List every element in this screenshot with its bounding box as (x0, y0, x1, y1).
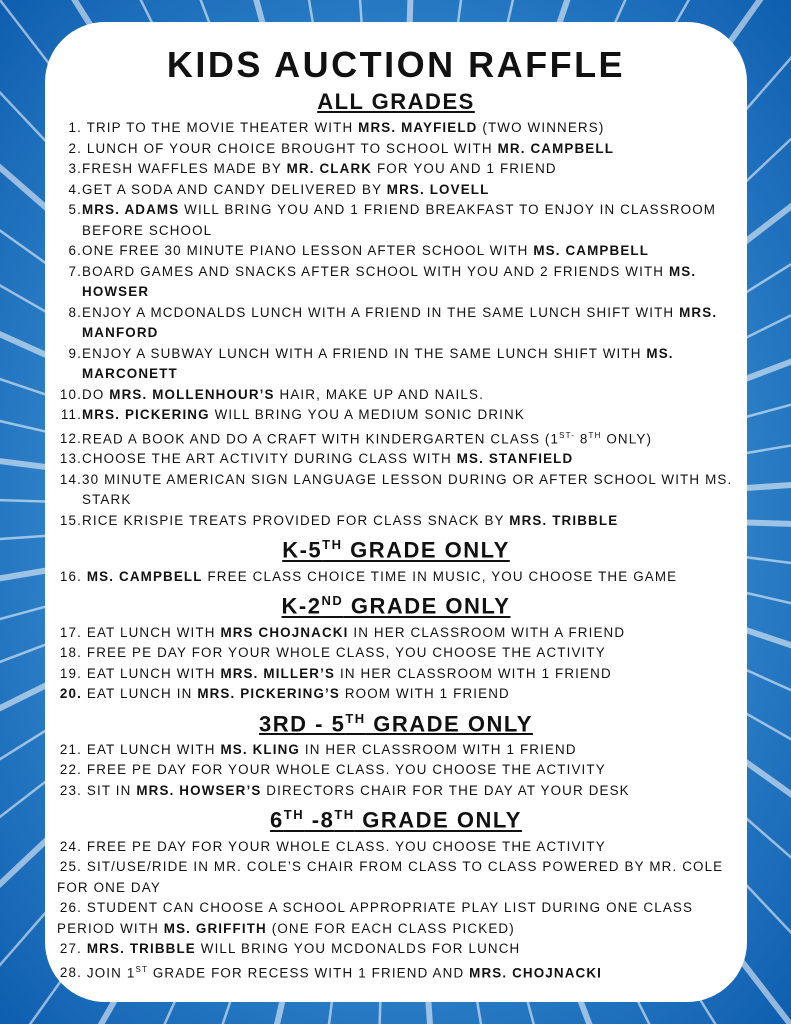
list-item: 15.RICE KRISPIE TREATS PROVIDED FOR CLASS SNACK BY MRS. TRIBBLE (59, 512, 619, 528)
section-k5: K-5TH GRADE ONLY (282, 537, 510, 563)
list-item: 13.CHOOSE THE ART ACTIVITY DURING CLASS WITH MS. STANFIELD (59, 451, 574, 467)
section-6th-8th: 6TH -8TH GRADE ONLY (270, 807, 522, 833)
list-item: 3.FRESH WAFFLES MADE BY MR. CLARK FOR YOU AND 1 FRIEND (68, 161, 557, 176)
list-all-grades (57, 118, 735, 531)
section-k2: K-2ND GRADE ONLY (281, 593, 511, 619)
list-item: 21. EAT LUNCH WITH MS. KLING IN HER CLASSROOM WITH 1 FRIEND (59, 741, 577, 757)
list-item: 22. FREE PE DAY FOR YOUR WHOLE CLASS. YOU CHOOSE THE ACTIVITY (59, 762, 606, 778)
list-item: 24. FREE PE DAY FOR YOUR WHOLE CLASS. YOU CHOOSE THE ACTIVITY (59, 838, 606, 854)
list-item: 9.ENJOY A SUBWAY LUNCH WITH A FRIEND IN THE SAME LUNCH SHIFT WITH MS. MARCONETT (68, 345, 674, 381)
list-item: 28. JOIN 1ST GRADE FOR RECESS WITH 1 FRIEND AND MRS. CHOJNACKI (59, 964, 603, 981)
list-item: 20. EAT LUNCH IN MRS. PICKERING’S ROOM WITH 1 FRIEND (59, 686, 510, 702)
list-item: 12.READ A BOOK AND DO A CRAFT WITH KINDERGARTEN CLASS ($1^{ST-}$ 8TH ONLY) (59, 430, 653, 446)
list-item: 23. SIT IN MRS. HOWSER’S DIRECTORS CHAIR FOR THE DAY AT YOUR DESK (59, 782, 630, 798)
list-item: 1. TRIP TO THE MOVIE THEATER WITH MRS. MAYFIELD (TWO WINNERS) (68, 120, 605, 135)
list-3rd-5th (57, 740, 735, 802)
list-item: 5.MRS. ADAMS WILL BRING YOU AND 1 FRIEND BREAKFAST TO ENJOY IN CLASSROOM BEFORE SCHOOL (68, 202, 717, 238)
list-item: 2. LUNCH OF YOUR CHOICE BROUGHT TO SCHOOL WITH MR. CAMPBELL (68, 140, 615, 156)
list-k2 (57, 623, 735, 705)
list-item: 7.BOARD GAMES AND SNACKS AFTER SCHOOL WITH YOU AND 2 FRIENDS WITH MS. HOWSER (68, 263, 697, 299)
list-item: 25. SIT/USE/RIDE IN MR. COLE’S CHAIR FROM CLASS TO CLASS POWERED BY MR. COLE FOR ONE DAY (57, 859, 724, 895)
section-3rd-5th: 3RD - 5TH GRADE ONLY (259, 710, 533, 736)
list-item: 6.ONE FREE 30 MINUTE PIANO LESSON AFTER SCHOOL WITH MS. CAMPBELL (68, 243, 650, 258)
list-item: 14.30 MINUTE AMERICAN SIGN LANGUAGE LESSON DURING OR AFTER SCHOOL WITH MS. STARK (59, 471, 733, 508)
raffle-sheet (45, 22, 747, 1002)
list-item: 16. MS. CAMPBELL FREE CLASS CHOICE TIME IN MUSIC, YOU CHOOSE THE GAME (59, 568, 678, 584)
list-item: 17. EAT LUNCH WITH MRS CHOJNACKI IN HER CLASSROOM WITH A FRIEND (59, 624, 626, 640)
list-item: 27. MRS. TRIBBLE WILL BRING YOU MCDONALDS FOR LUNCH (59, 941, 521, 957)
page-title: KIDS AUCTION RAFFLE (166, 44, 626, 85)
list-item: 26. STUDENT CAN CHOOSE A SCHOOL APPROPRIATE PLAY LIST DURING ONE CLASS PERIOD WITH MS. GRIFFITH (ONE FOR EACH CLASS PICKED) (57, 900, 694, 936)
list-item: 8.ENJOY A MCDONALDS LUNCH WITH A FRIEND IN THE SAME LUNCH SHIFT WITH MRS. MANFORD (68, 304, 718, 340)
list-item: 11.MRS. PICKERING WILL BRING YOU A MEDIUM SONIC DRINK (60, 407, 525, 422)
list-item: 10.DO MRS. MOLLENHOUR’S HAIR, MAKE UP AND NAILS. (59, 386, 484, 402)
list-k5 (57, 567, 735, 588)
section-all-grades: ALL GRADES (317, 89, 475, 114)
list-item: 4.GET A SODA AND CANDY DELIVERED BY MRS. LOVELL (68, 181, 490, 197)
list-item: 18. FREE PE DAY FOR YOUR WHOLE CLASS, YOU CHOOSE THE ACTIVITY (59, 645, 606, 661)
list-6th-8th (57, 837, 735, 984)
list-item: 19. EAT LUNCH WITH MRS. MILLER’S IN HER CLASSROOM WITH 1 FRIEND (59, 665, 612, 681)
